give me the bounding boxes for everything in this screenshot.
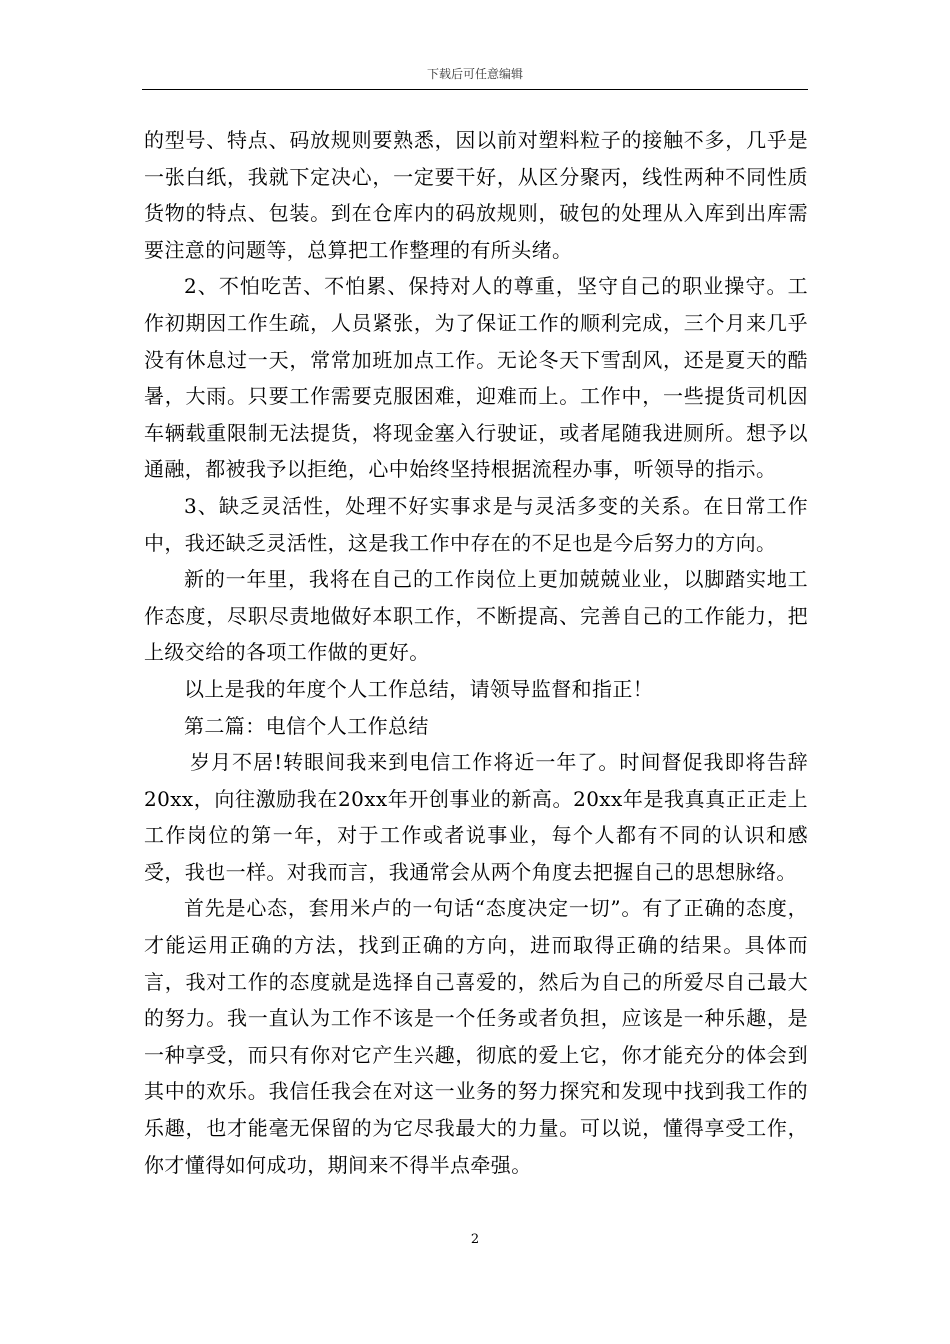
paragraph-point-3: 3、缺乏灵活性，处理不好实事求是与灵活多变的关系。在日常工作中，我还缺乏灵活性，这是我工作中存在的不足也是今后努力的方向。 (144, 493, 808, 555)
section-heading: 第二篇：电信个人工作总结 (184, 713, 429, 738)
paragraph-closing: 以上是我的年度个人工作总结，请领导监督和指正！ (184, 676, 654, 701)
page-number: 2 (470, 1232, 480, 1247)
paragraph-continuation: 的型号、特点、码放规则要熟悉，因以前对塑料粒子的接触不多，几乎是一张白纸，我就下定决心，一定要干好，从区分聚丙，线性两种不同性质货物的特点、包装。到在仓库内的码放规则，破包的处理从入库到出库需要注意的问题等，总算把工作整理的有所头绪。 (144, 128, 808, 262)
paragraph-attitude: 首先是心态，套用米卢的一句话“态度决定一切”。有了正确的态度，才能运用正确的方法，找到正确的方向，进而取得正确的结果。具体而言，我对工作的态度就是选择自己喜爱的，然后为自己的所爱尽自己最大的努力。我一直认为工作不该是一个任务或者负担，应该是一种乐趣，是一种享受，而只有你对它产生兴趣，彻底的爱上它，你才能充分的体会到其中的欢乐。我信任我会在对这一业务的努力探究和发现中找到我工作的乐趣，也才能毫无保留的为它尽我最大的力量。可以说，懂得享受工作，你才懂得如何成功，期间来不得半点牵强。 (144, 896, 808, 1177)
page-header: 下载后可任意编辑 (426, 67, 523, 81)
paragraph-point-2: 2、不怕吃苦、不怕累、保持对人的尊重，坚守自己的职业操守。工作初期因工作生疏，人员紧张，为了保证工作的顺利完成，三个月来几乎没有休息过一天，常常加班加点工作。无论冬天下雪刮风，还是夏天的酷暑，大雨。只要工作需要克服困难，迎难而上。工作中，一些提货司机因车辆载重限制无法提货，将现金塞入行驶证，或者尾随我进厕所。想予以通融，都被我予以拒绝，心中始终坚持根据流程办事，听领导的指示。 (144, 274, 808, 482)
paragraph-new-year: 新的一年里，我将在自己的工作岗位上更加兢兢业业，以脚踏实地工作态度，尽职尽责地做好本职工作，不断提高、完善自己的工作能力，把上级交给的各项工作做的更好。 (144, 567, 808, 665)
paragraph-intro: 岁月不居!转眼间我来到电信工作将近一年了。时间督促我即将告辞20xx，向往激励我在20xx年开创事业的新高。20xx年是我真真正正走上工作岗位的第一年，对于工作或者说事业，每个人都有不同的认识和感受，我也一样。对我而言，我通常会从两个角度去把握自己的思想脉络。 (144, 750, 808, 884)
document-body (144, 122, 808, 1183)
header-rule (142, 89, 808, 90)
